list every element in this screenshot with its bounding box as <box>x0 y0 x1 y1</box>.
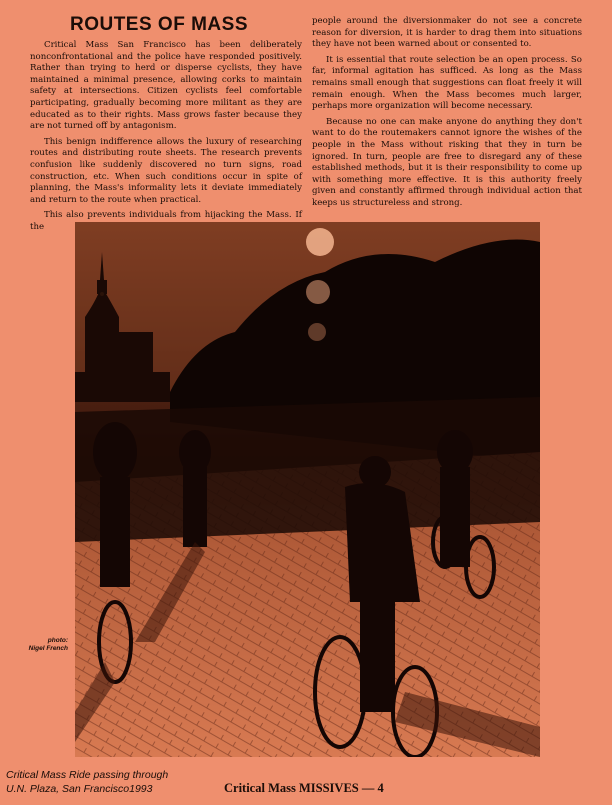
caption-line-2: U.N. Plaza, San Francisco1993 <box>6 783 153 795</box>
photo-illustration <box>75 222 540 757</box>
caption-line-1: Critical Mass Ride passing through <box>6 769 169 781</box>
photo-credit <box>20 637 68 653</box>
left-column <box>30 40 302 238</box>
article-title: ROUTES OF MASS <box>69 14 248 35</box>
right-paragraph-1: people around the diversionmaker do not see a concrete reason for diversion, it is harder to drag them into situations they have not been warned about or consented to. <box>312 16 582 50</box>
page-footer: Critical Mass MISSIVES — 4 <box>224 781 384 795</box>
right-column <box>312 16 582 214</box>
cyclists-photo <box>75 222 540 757</box>
photo-credit-name: Nigel French <box>28 645 68 652</box>
photo-credit-label: photo: <box>47 637 68 644</box>
right-paragraph-2: It is essential that route selection be an open process. So far, informal agitation has sufficed. As long as the Mass remains small enough that suggestions can float freely it will remain enough. When the Mass becomes much larger, perhaps more organization will become necessary. <box>312 54 582 112</box>
left-paragraph-2: This benign indifference allows the luxury of researching routes and distributing route sheets. The research prevents confusion like suddenly discovered no turn signs, road construction, etc. When such conditions occur in spite of planning, the Mass's informality lets it deviate immediately and return to the route when practical. <box>30 136 302 205</box>
left-paragraph-3: This also prevents individuals from hijacking the Mass. If the <box>30 210 302 232</box>
left-paragraph-1: Critical Mass San Francisco has been deliberately nonconfrontational and the police have responded positively. Rather than trying to herd or disperse cyclists, they have maintained a minimal presence, allowing corks to maintain safety at intersections. Citizen cyclists feel comfortable participating, gradually becoming more militant as they are educated as to their rights. Mass grows faster because they are not turned off by antagonism. <box>30 40 302 132</box>
right-paragraph-3: Because no one can make anyone do anything they don't want to do the routemakers cannot ignore the wishes of the people in the Mass without risking that they in turn be ignored. In turn, people are free to disregard any of these established methods, but it is their responsibility to come up with something more effective. It is this authority freely given and constantly affirmed through individual action that keeps us structureless and strong. <box>312 116 582 208</box>
photo-caption <box>6 768 206 796</box>
